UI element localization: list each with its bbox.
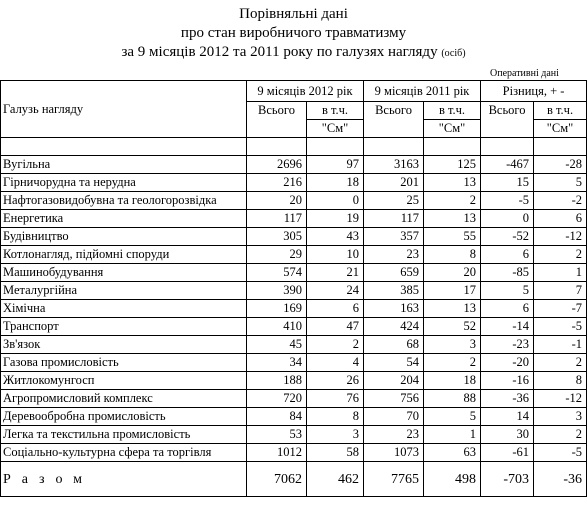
value-cell-e: -61: [481, 444, 534, 462]
value-cell-b: 10: [307, 246, 364, 264]
value-cell-b: 24: [307, 282, 364, 300]
title-line-3-text: за 9 місяців 2012 та 2011 року по галузях нагляду: [121, 44, 438, 60]
value-cell-a: 1012: [247, 444, 307, 462]
value-cell-a: 84: [247, 408, 307, 426]
value-cell-c: 163: [364, 300, 424, 318]
header-2012: 9 місяців 2012 рік: [247, 81, 364, 102]
value-cell-e: 14: [481, 408, 534, 426]
value-cell-c: 70: [364, 408, 424, 426]
table-row: [1, 156, 587, 174]
table-row: [1, 264, 587, 282]
value-cell-b: 21: [307, 264, 364, 282]
value-cell-d: 1: [424, 426, 481, 444]
value-cell-e: -52: [481, 228, 534, 246]
value-cell-c: 204: [364, 372, 424, 390]
value-cell-a: 2696: [247, 156, 307, 174]
table-row: [1, 246, 587, 264]
header-incl-2012: в т.ч.: [307, 102, 364, 120]
header-total-2012: Всього: [247, 102, 307, 138]
branch-name: Транспорт: [1, 318, 247, 336]
value-cell-b: 43: [307, 228, 364, 246]
value-cell-f: 5: [534, 174, 587, 192]
value-cell-f: -5: [534, 318, 587, 336]
table-row: [1, 408, 587, 426]
table-row: [1, 336, 587, 354]
total-cell-d: 498: [424, 462, 481, 497]
value-cell-b: 8: [307, 408, 364, 426]
value-cell-a: 45: [247, 336, 307, 354]
branch-name: Соціально-культурна сфера та торгівля: [1, 444, 247, 462]
branch-name: Котлонагляд, підйомні споруди: [1, 246, 247, 264]
value-cell-e: -85: [481, 264, 534, 282]
value-cell-a: 34: [247, 354, 307, 372]
table-row: [1, 426, 587, 444]
branch-name: Металургійна: [1, 282, 247, 300]
value-cell-c: 3163: [364, 156, 424, 174]
table-row: [1, 192, 587, 210]
header-row-1: [1, 81, 587, 102]
value-cell-a: 216: [247, 174, 307, 192]
branch-name: Вугільна: [1, 156, 247, 174]
value-cell-d: 3: [424, 336, 481, 354]
value-cell-c: 68: [364, 336, 424, 354]
header-total-diff: Всього: [481, 102, 534, 138]
table-row: [1, 372, 587, 390]
unit-label: (осіб): [441, 48, 466, 59]
branch-name: Будівництво: [1, 228, 247, 246]
branch-name: Зв'язок: [1, 336, 247, 354]
value-cell-e: 0: [481, 210, 534, 228]
value-cell-a: 305: [247, 228, 307, 246]
value-cell-f: 6: [534, 210, 587, 228]
value-cell-b: 58: [307, 444, 364, 462]
value-cell-f: -28: [534, 156, 587, 174]
value-cell-e: -14: [481, 318, 534, 336]
value-cell-e: 6: [481, 300, 534, 318]
value-cell-b: 2: [307, 336, 364, 354]
value-cell-c: 23: [364, 246, 424, 264]
table-row: [1, 300, 587, 318]
value-cell-c: 357: [364, 228, 424, 246]
value-cell-a: 117: [247, 210, 307, 228]
value-cell-f: -1: [534, 336, 587, 354]
value-cell-c: 424: [364, 318, 424, 336]
value-cell-e: -5: [481, 192, 534, 210]
value-cell-d: 88: [424, 390, 481, 408]
value-cell-b: 6: [307, 300, 364, 318]
value-cell-e: -36: [481, 390, 534, 408]
value-cell-f: -12: [534, 390, 587, 408]
branch-name: Газова промисловість: [1, 354, 247, 372]
value-cell-b: 47: [307, 318, 364, 336]
title-line-2: про стан виробничого травматизму: [180, 25, 407, 41]
header-total-2011: Всього: [364, 102, 424, 138]
value-cell-f: 2: [534, 354, 587, 372]
branch-name: Нафтогазовидобувна та геологорозвідка: [1, 192, 247, 210]
value-cell-a: 410: [247, 318, 307, 336]
value-cell-d: 63: [424, 444, 481, 462]
table-row: [1, 354, 587, 372]
value-cell-f: -5: [534, 444, 587, 462]
value-cell-a: 390: [247, 282, 307, 300]
value-cell-d: 2: [424, 192, 481, 210]
value-cell-e: 6: [481, 246, 534, 264]
total-cell-b: 462: [307, 462, 364, 497]
value-cell-f: -7: [534, 300, 587, 318]
value-cell-d: 55: [424, 228, 481, 246]
value-cell-c: 25: [364, 192, 424, 210]
value-cell-d: 13: [424, 174, 481, 192]
total-cell-f: -36: [534, 462, 587, 497]
header-cm-diff: "См": [534, 120, 587, 138]
branch-name: Агропромисловий комплекс: [1, 390, 247, 408]
value-cell-c: 201: [364, 174, 424, 192]
value-cell-d: 125: [424, 156, 481, 174]
value-cell-f: -2: [534, 192, 587, 210]
value-cell-c: 54: [364, 354, 424, 372]
total-cell-e: -703: [481, 462, 534, 497]
value-cell-c: 1073: [364, 444, 424, 462]
header-cm-2012: "См": [307, 120, 364, 138]
value-cell-d: 8: [424, 246, 481, 264]
value-cell-f: 1: [534, 264, 587, 282]
value-cell-a: 20: [247, 192, 307, 210]
value-cell-a: 53: [247, 426, 307, 444]
total-row: [1, 462, 587, 497]
value-cell-a: 574: [247, 264, 307, 282]
value-cell-e: -23: [481, 336, 534, 354]
total-cell-a: 7062: [247, 462, 307, 497]
total-cell-c: 7765: [364, 462, 424, 497]
table-row: [1, 174, 587, 192]
title-line-3: [0, 43, 587, 63]
value-cell-e: -20: [481, 354, 534, 372]
value-cell-e: 30: [481, 426, 534, 444]
value-cell-e: 15: [481, 174, 534, 192]
value-cell-f: 7: [534, 282, 587, 300]
value-cell-a: 169: [247, 300, 307, 318]
value-cell-d: 18: [424, 372, 481, 390]
value-cell-c: 756: [364, 390, 424, 408]
table-row: [1, 210, 587, 228]
branch-name: Деревообробна промисловість: [1, 408, 247, 426]
branch-name: Хімічна: [1, 300, 247, 318]
value-cell-d: 17: [424, 282, 481, 300]
value-cell-c: 659: [364, 264, 424, 282]
value-cell-d: 2: [424, 354, 481, 372]
value-cell-e: 5: [481, 282, 534, 300]
value-cell-d: 52: [424, 318, 481, 336]
value-cell-c: 117: [364, 210, 424, 228]
value-cell-e: -16: [481, 372, 534, 390]
header-incl-diff: в т.ч.: [534, 102, 587, 120]
value-cell-a: 188: [247, 372, 307, 390]
injury-table: [0, 80, 587, 497]
branch-name: Машинобудування: [1, 264, 247, 282]
value-cell-a: 720: [247, 390, 307, 408]
branch-name: Енергетика: [1, 210, 247, 228]
value-cell-b: 97: [307, 156, 364, 174]
header-cm-2011: "См": [424, 120, 481, 138]
spacer-row: [1, 138, 587, 156]
value-cell-f: 8: [534, 372, 587, 390]
table-row: [1, 228, 587, 246]
value-cell-c: 385: [364, 282, 424, 300]
header-2011: 9 місяців 2011 рік: [364, 81, 481, 102]
total-label: Разом: [1, 462, 247, 497]
value-cell-d: 20: [424, 264, 481, 282]
branch-name: Гірничорудна та нерудна: [1, 174, 247, 192]
table-row: [1, 318, 587, 336]
header-diff: Різниця, + -: [481, 81, 587, 102]
value-cell-b: 4: [307, 354, 364, 372]
value-cell-b: 19: [307, 210, 364, 228]
table-row: [1, 390, 587, 408]
title-line-1: Порівняльні дані: [239, 6, 348, 22]
value-cell-b: 18: [307, 174, 364, 192]
value-cell-c: 23: [364, 426, 424, 444]
value-cell-b: 26: [307, 372, 364, 390]
branch-name: Житлокомунгосп: [1, 372, 247, 390]
operative-note: Оперативні дані: [490, 68, 559, 79]
value-cell-e: -467: [481, 156, 534, 174]
value-cell-d: 13: [424, 300, 481, 318]
value-cell-b: 76: [307, 390, 364, 408]
header-incl-2011: в т.ч.: [424, 102, 481, 120]
value-cell-f: 2: [534, 426, 587, 444]
header-branch: Галузь нагляду: [1, 81, 247, 138]
table-row: [1, 444, 587, 462]
table-row: [1, 282, 587, 300]
value-cell-f: -12: [534, 228, 587, 246]
branch-name: Легка та текстильна промисловість: [1, 426, 247, 444]
value-cell-a: 29: [247, 246, 307, 264]
value-cell-b: 3: [307, 426, 364, 444]
value-cell-d: 5: [424, 408, 481, 426]
value-cell-d: 13: [424, 210, 481, 228]
value-cell-f: 2: [534, 246, 587, 264]
value-cell-b: 0: [307, 192, 364, 210]
value-cell-f: 3: [534, 408, 587, 426]
